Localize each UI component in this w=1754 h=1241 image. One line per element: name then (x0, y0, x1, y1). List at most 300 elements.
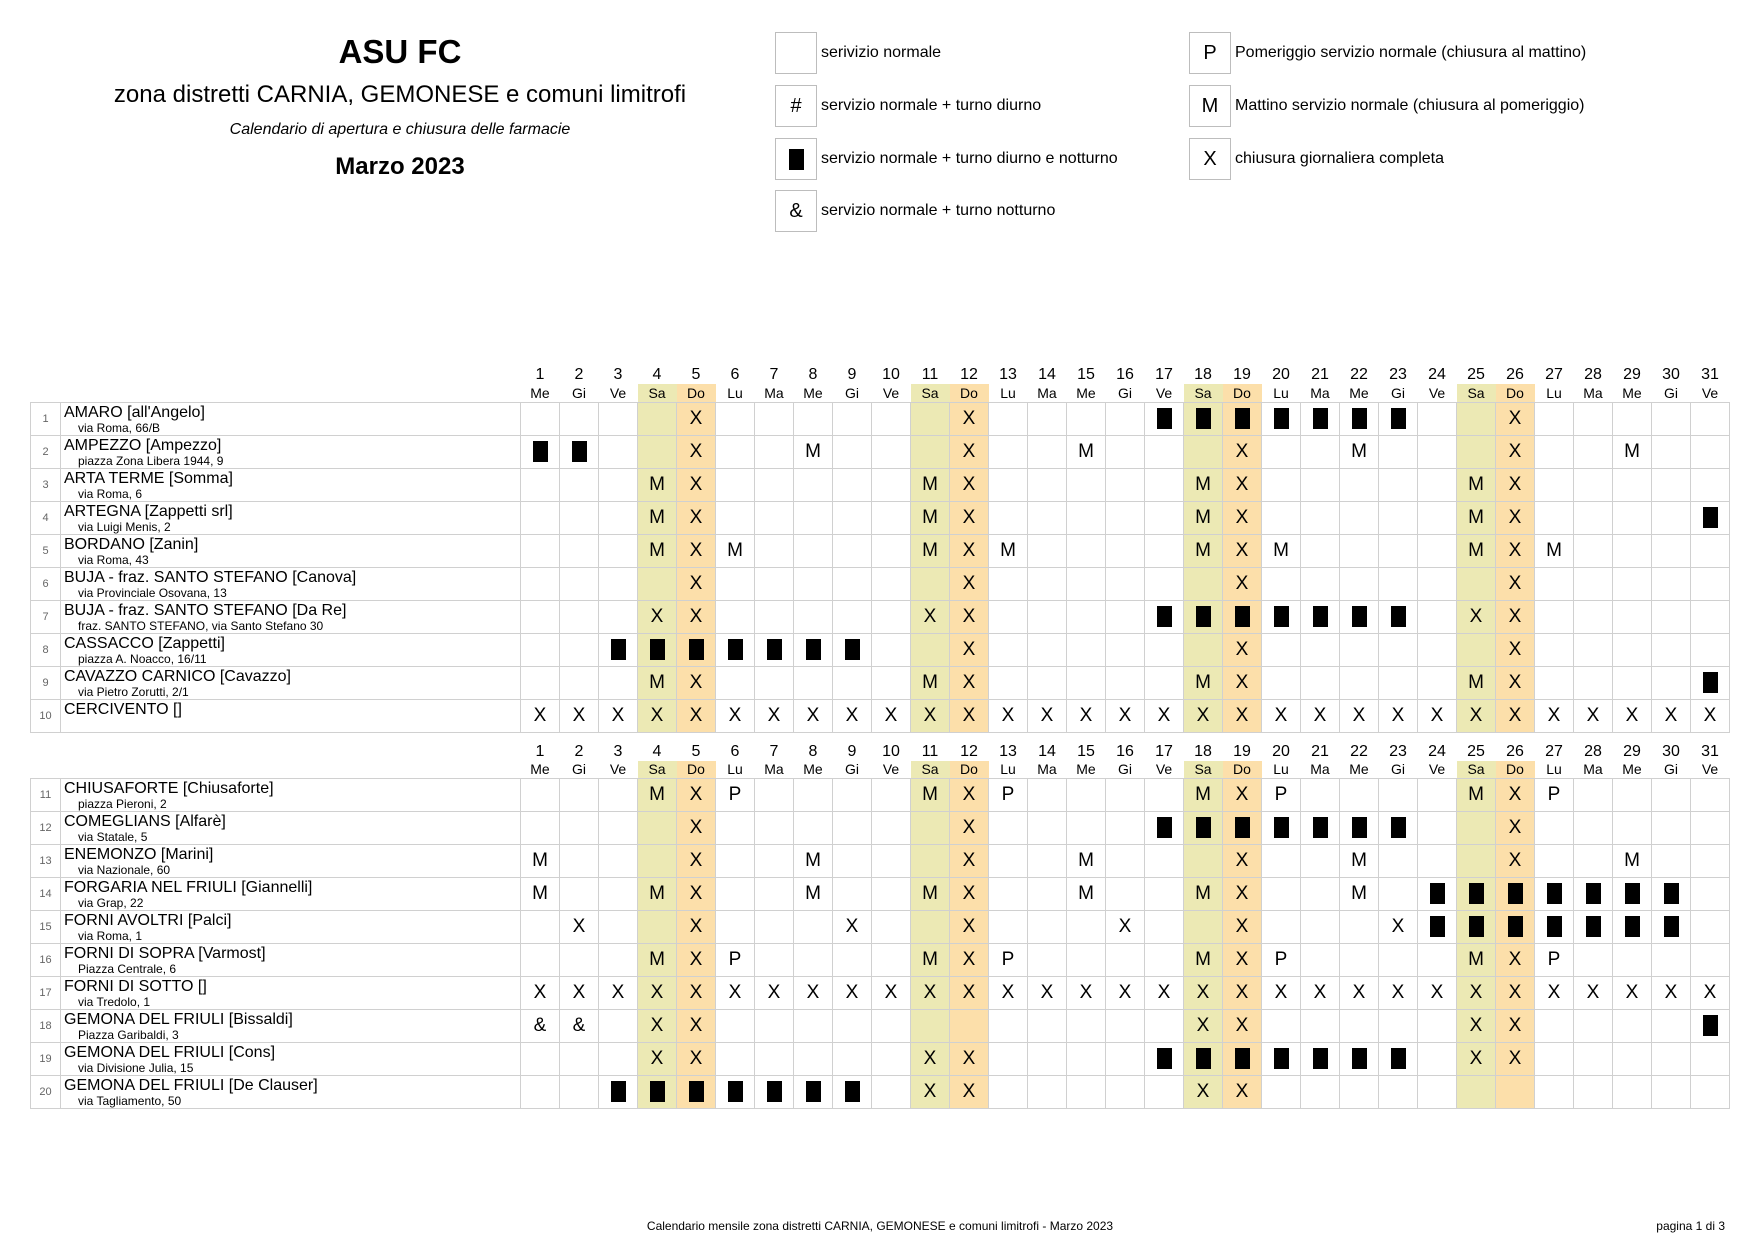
day-cell (1028, 567, 1067, 600)
day-number-header (31, 360, 1730, 384)
pharmacy-row (31, 1076, 1730, 1109)
weekday-label: Ve (1155, 384, 1173, 401)
night-shift-block-icon (1703, 1015, 1718, 1036)
day-number-header (31, 737, 1730, 761)
night-shift-block-icon (1274, 1048, 1289, 1069)
day-cell (1301, 633, 1340, 666)
pharmacy-address: via Tagliamento, 50 (78, 1094, 182, 1108)
day-cell (1184, 567, 1223, 600)
day-cell (1028, 1043, 1067, 1076)
legend-symbol: M (1189, 85, 1231, 127)
row-index: 8 (31, 633, 61, 666)
day-cell (521, 944, 560, 977)
pharmacy-row (31, 402, 1730, 435)
day-cell: X (677, 501, 716, 534)
day-cell (1028, 944, 1067, 977)
day-cell (1574, 812, 1613, 845)
day-cell: X (677, 944, 716, 977)
day-cell (1301, 878, 1340, 911)
day-cell (1652, 911, 1691, 944)
day-cell (599, 600, 638, 633)
day-cell: X (950, 600, 989, 633)
day-cell (1418, 878, 1457, 911)
weekday-label: Gi (572, 761, 586, 778)
day-cell (1301, 1010, 1340, 1043)
day-cell: X (755, 977, 794, 1010)
day-cell: X (677, 534, 716, 567)
day-cell: X (1379, 977, 1418, 1010)
day-cell: X (950, 779, 989, 812)
day-cell (716, 435, 755, 468)
pharmacy-row (31, 812, 1730, 845)
day-cell (1535, 633, 1574, 666)
day-cell (1535, 911, 1574, 944)
day-cell (1028, 534, 1067, 567)
day-cell: X (1106, 977, 1145, 1010)
pharmacy-name: CERCIVENTO [] (64, 700, 182, 718)
day-cell (1379, 600, 1418, 633)
day-cell (1262, 878, 1301, 911)
night-shift-block-icon (1508, 916, 1523, 937)
night-shift-block-icon (1196, 606, 1211, 627)
night-shift-block-icon (1469, 916, 1484, 937)
day-cell: X (1184, 1076, 1223, 1109)
day-number: 2 (574, 366, 584, 383)
day-cell (1691, 944, 1730, 977)
day-cell (1262, 1076, 1301, 1109)
legend-label: Mattino servizio normale (chiusura al pomeriggio) (1235, 97, 1585, 114)
day-cell (989, 600, 1028, 633)
day-cell (1106, 402, 1145, 435)
day-cell (560, 944, 599, 977)
day-number: 18 (1194, 742, 1212, 760)
day-cell (1652, 435, 1691, 468)
day-cell (1535, 468, 1574, 501)
day-cell (794, 779, 833, 812)
pharmacy-name: FORNI DI SOPRA [Varmost] (64, 945, 266, 962)
night-shift-block-icon (767, 1081, 782, 1102)
day-cell (560, 1076, 599, 1109)
day-cell: M (716, 534, 755, 567)
day-number: 12 (960, 366, 978, 383)
day-cell (1574, 534, 1613, 567)
day-cell: X (794, 699, 833, 732)
day-cell: M (794, 435, 833, 468)
pharmacy-cell (61, 468, 521, 501)
day-number: 9 (847, 366, 857, 383)
night-shift-block-icon (1352, 817, 1367, 838)
day-cell (872, 779, 911, 812)
day-cell (1613, 468, 1652, 501)
day-number: 2 (574, 742, 584, 760)
weekday-label: Lu (1273, 384, 1289, 401)
day-number: 7 (769, 366, 779, 383)
night-shift-block-icon (767, 639, 782, 660)
day-cell (1691, 435, 1730, 468)
day-cell (1067, 468, 1106, 501)
legend-item (775, 32, 941, 74)
day-cell (1145, 402, 1184, 435)
day-cell (1574, 878, 1613, 911)
day-cell: M (638, 944, 677, 977)
day-cell: M (989, 534, 1028, 567)
day-cell (1184, 435, 1223, 468)
day-cell (1652, 944, 1691, 977)
day-cell (1301, 812, 1340, 845)
day-cell (638, 402, 677, 435)
day-cell (1457, 435, 1496, 468)
day-cell (521, 1043, 560, 1076)
day-cell (1613, 600, 1652, 633)
day-cell (1067, 1076, 1106, 1109)
day-cell (1262, 1043, 1301, 1076)
day-cell (1184, 812, 1223, 845)
day-cell (989, 1010, 1028, 1043)
day-cell (1106, 944, 1145, 977)
day-cell (794, 1043, 833, 1076)
row-index: 3 (31, 468, 61, 501)
day-cell (1301, 402, 1340, 435)
day-cell (1574, 1010, 1613, 1043)
day-cell: X (1457, 1010, 1496, 1043)
day-cell (1457, 845, 1496, 878)
day-cell (1106, 435, 1145, 468)
row-index: 12 (31, 812, 61, 845)
weekday-label: Do (677, 384, 716, 402)
day-cell (1067, 402, 1106, 435)
day-cell (755, 911, 794, 944)
pharmacy-name: ARTEGNA [Zappetti srl] (64, 502, 233, 520)
day-number: 21 (1311, 366, 1329, 383)
day-cell (872, 1010, 911, 1043)
day-cell (638, 911, 677, 944)
weekday-label: Do (1223, 761, 1262, 779)
day-cell (872, 845, 911, 878)
day-cell (1223, 402, 1262, 435)
day-cell (1028, 666, 1067, 699)
day-cell: X (1301, 977, 1340, 1010)
day-cell: X (1535, 977, 1574, 1010)
pharmacy-row (31, 534, 1730, 567)
day-cell: X (1145, 977, 1184, 1010)
day-cell: M (1184, 944, 1223, 977)
pharmacy-address: piazza Pieroni, 2 (78, 797, 167, 811)
day-cell (1613, 666, 1652, 699)
night-shift-block-icon (1313, 1048, 1328, 1069)
day-cell: X (1223, 534, 1262, 567)
day-cell (521, 435, 560, 468)
day-cell (1106, 1076, 1145, 1109)
day-cell (755, 633, 794, 666)
day-number: 15 (1077, 366, 1095, 383)
legend-item (1189, 85, 1584, 127)
day-cell (599, 435, 638, 468)
day-number: 8 (808, 366, 818, 383)
calendar-table-1 (30, 360, 1730, 733)
day-cell (1613, 911, 1652, 944)
day-cell: X (950, 402, 989, 435)
weekday-label: Ma (1310, 761, 1330, 778)
day-cell (1067, 567, 1106, 600)
day-cell: X (1691, 699, 1730, 732)
day-cell (560, 878, 599, 911)
day-cell: M (1457, 468, 1496, 501)
day-number: 27 (1545, 366, 1563, 383)
day-cell (1145, 600, 1184, 633)
weekday-label: Gi (1118, 384, 1132, 401)
day-cell (755, 944, 794, 977)
night-shift-block-icon (650, 639, 665, 660)
row-index: 1 (31, 402, 61, 435)
day-cell: X (1496, 779, 1535, 812)
day-cell (1340, 567, 1379, 600)
day-cell (1457, 878, 1496, 911)
day-cell (1145, 633, 1184, 666)
day-cell: X (833, 911, 872, 944)
day-number: 5 (691, 742, 701, 760)
night-shift-block-icon (1469, 883, 1484, 904)
day-cell (1379, 633, 1418, 666)
day-cell (833, 944, 872, 977)
day-cell (1145, 944, 1184, 977)
pharmacy-row (31, 845, 1730, 878)
day-cell (1535, 402, 1574, 435)
day-cell (1262, 402, 1301, 435)
day-number: 4 (652, 742, 662, 760)
day-number: 20 (1272, 742, 1290, 760)
day-cell (1301, 435, 1340, 468)
day-cell (638, 567, 677, 600)
day-cell: M (1184, 468, 1223, 501)
day-cell (1535, 1043, 1574, 1076)
row-index: 17 (31, 977, 61, 1010)
day-cell (1574, 633, 1613, 666)
day-cell (989, 845, 1028, 878)
day-cell: X (1301, 699, 1340, 732)
day-cell: X (560, 977, 599, 1010)
day-number: 29 (1623, 742, 1641, 760)
night-shift-block-icon (845, 639, 860, 660)
day-cell (1028, 779, 1067, 812)
pharmacy-cell (61, 878, 521, 911)
day-cell: X (638, 1043, 677, 1076)
day-cell (872, 944, 911, 977)
weekday-label: Ve (882, 761, 900, 778)
day-cell: X (1691, 977, 1730, 1010)
day-cell: P (1262, 944, 1301, 977)
day-cell: X (599, 699, 638, 732)
day-number: 29 (1623, 366, 1641, 383)
day-cell (950, 1010, 989, 1043)
day-number: 14 (1038, 742, 1056, 760)
day-cell (1301, 779, 1340, 812)
day-cell: M (794, 845, 833, 878)
day-cell (1301, 534, 1340, 567)
day-cell: X (950, 534, 989, 567)
day-cell (1145, 1076, 1184, 1109)
day-cell (1535, 812, 1574, 845)
day-cell (1535, 878, 1574, 911)
day-number: 8 (808, 742, 818, 760)
day-cell: X (1535, 699, 1574, 732)
day-cell: X (677, 779, 716, 812)
day-cell (1574, 468, 1613, 501)
pharmacy-address: via Tredolo, 1 (78, 995, 151, 1009)
day-cell (1379, 435, 1418, 468)
day-cell (1457, 911, 1496, 944)
day-cell (521, 911, 560, 944)
day-cell: X (950, 567, 989, 600)
day-cell (833, 878, 872, 911)
day-cell (1301, 911, 1340, 944)
row-index: 13 (31, 845, 61, 878)
day-cell (1184, 600, 1223, 633)
day-cell (716, 1010, 755, 1043)
day-cell: X (677, 402, 716, 435)
day-cell (521, 666, 560, 699)
day-cell: X (1652, 977, 1691, 1010)
day-cell (872, 911, 911, 944)
day-cell (1379, 501, 1418, 534)
pharmacy-cell (61, 1076, 521, 1109)
day-cell (599, 567, 638, 600)
day-number: 17 (1155, 366, 1173, 383)
day-cell (755, 435, 794, 468)
day-cell (1574, 501, 1613, 534)
pharmacy-name: ENEMONZO [Marini] (64, 846, 214, 863)
day-cell (1145, 911, 1184, 944)
day-cell: M (1184, 501, 1223, 534)
day-cell: M (1067, 878, 1106, 911)
day-cell (833, 435, 872, 468)
day-cell (1340, 1076, 1379, 1109)
day-cell (794, 468, 833, 501)
day-cell (1496, 1076, 1535, 1109)
day-cell: X (950, 435, 989, 468)
day-cell (716, 911, 755, 944)
day-cell (1652, 1043, 1691, 1076)
pharmacy-address: via Roma, 6 (78, 486, 143, 501)
day-cell (1652, 1010, 1691, 1043)
day-cell: X (1496, 845, 1535, 878)
day-cell (1145, 779, 1184, 812)
night-shift-block-icon (806, 1081, 821, 1102)
day-cell (1145, 567, 1184, 600)
day-cell (599, 1010, 638, 1043)
day-cell (755, 1010, 794, 1043)
day-cell (1067, 1043, 1106, 1076)
day-cell: M (638, 501, 677, 534)
day-cell (1301, 845, 1340, 878)
day-cell (1379, 468, 1418, 501)
day-cell: X (1223, 567, 1262, 600)
pharmacy-row (31, 977, 1730, 1010)
day-cell (560, 534, 599, 567)
day-cell (1691, 1010, 1730, 1043)
day-cell (1106, 666, 1145, 699)
day-cell (1184, 911, 1223, 944)
pharmacy-row (31, 435, 1730, 468)
day-cell: M (1067, 845, 1106, 878)
night-shift-block-icon (1547, 916, 1562, 937)
day-cell (1418, 1043, 1457, 1076)
day-cell: P (989, 779, 1028, 812)
day-cell (872, 878, 911, 911)
day-cell: X (1223, 1010, 1262, 1043)
day-cell (1691, 845, 1730, 878)
legend-item (1189, 32, 1586, 74)
day-cell: X (950, 468, 989, 501)
day-cell: X (911, 1043, 950, 1076)
day-cell (1691, 911, 1730, 944)
day-cell (1457, 812, 1496, 845)
day-number: 4 (652, 366, 662, 383)
day-cell (716, 812, 755, 845)
day-cell (560, 666, 599, 699)
day-cell: X (521, 977, 560, 1010)
night-shift-block-icon (1391, 606, 1406, 627)
pharmacy-name: CASSACCO [Zappetti] (64, 634, 225, 652)
day-cell (872, 435, 911, 468)
day-cell (1535, 1076, 1574, 1109)
day-cell: X (677, 600, 716, 633)
day-cell (1457, 402, 1496, 435)
weekday-label: Sa (911, 384, 950, 402)
day-cell (1613, 1043, 1652, 1076)
day-cell: X (1223, 633, 1262, 666)
day-cell: M (911, 944, 950, 977)
day-cell (716, 878, 755, 911)
day-cell (833, 600, 872, 633)
day-cell: X (677, 911, 716, 944)
day-number: 1 (535, 742, 545, 760)
pharmacy-address: Piazza Centrale, 6 (78, 962, 177, 976)
day-cell (911, 567, 950, 600)
day-cell (1613, 779, 1652, 812)
day-cell (1223, 812, 1262, 845)
day-cell (1340, 1043, 1379, 1076)
legend-symbol: P (1189, 32, 1231, 74)
pharmacy-name: BORDANO [Zanin] (64, 535, 199, 553)
day-cell (989, 911, 1028, 944)
day-cell (794, 1010, 833, 1043)
day-cell (1184, 633, 1223, 666)
day-cell (1418, 501, 1457, 534)
row-index: 20 (31, 1076, 61, 1109)
day-cell: X (1574, 699, 1613, 732)
weekday-label: Ma (1310, 384, 1330, 401)
day-cell (1223, 1043, 1262, 1076)
pharmacy-name: AMPEZZO [Ampezzo] (64, 436, 222, 454)
day-cell (911, 633, 950, 666)
pharmacy-row (31, 600, 1730, 633)
title-block (0, 30, 800, 182)
day-cell (1535, 501, 1574, 534)
night-shift-block-icon (1157, 1048, 1172, 1069)
day-number: 28 (1584, 366, 1602, 383)
weekday-label: Sa (1457, 761, 1496, 779)
weekday-label: Me (803, 384, 823, 401)
day-number: 18 (1194, 366, 1212, 383)
day-cell (1418, 666, 1457, 699)
weekday-label: Do (1496, 761, 1535, 779)
day-cell (1652, 567, 1691, 600)
day-cell (1262, 600, 1301, 633)
pharmacy-name: ARTA TERME [Somma] (64, 469, 233, 487)
day-cell (989, 402, 1028, 435)
day-cell (1262, 435, 1301, 468)
day-cell (1574, 600, 1613, 633)
